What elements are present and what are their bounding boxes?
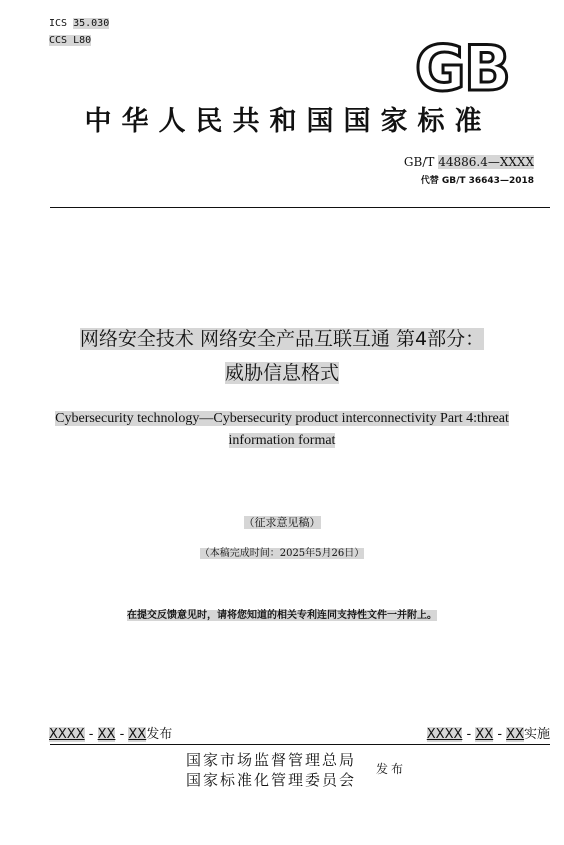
- impl-dash-2: -: [497, 727, 503, 742]
- chinese-title-line2: 威胁信息格式: [224, 362, 339, 384]
- standard-code-prefix: GB/T: [403, 155, 435, 169]
- english-title-line1: Cybersecurity technology—Cybersecurity product interconnectivity Part 4:threat: [55, 411, 509, 426]
- impl-label: 实施: [523, 727, 550, 742]
- ics-classification: [49, 16, 109, 31]
- standard-code: [404, 154, 534, 170]
- patent-notice: [0, 608, 564, 624]
- replaces-standard: 代替 GB/T 36643—2018: [420, 176, 534, 186]
- english-title: [0, 408, 564, 452]
- header-divider: [50, 207, 550, 208]
- publisher-samr: 国家市场监督管理总局: [186, 751, 357, 769]
- issue-dash-1: -: [88, 727, 94, 742]
- issue-dash-2: -: [119, 727, 125, 742]
- impl-year: XXXX: [426, 727, 463, 742]
- standard-code-number: 44886.4—XXXX: [438, 155, 534, 169]
- gb-logo: [400, 40, 524, 96]
- footer-divider: [50, 744, 550, 745]
- chinese-title-line1: 网络安全技术 网络安全产品互联互通 第4部分：: [79, 328, 485, 350]
- ics-label: ICS: [49, 18, 68, 29]
- impl-month: XX: [475, 727, 494, 742]
- draft-status: [0, 515, 564, 531]
- national-standard-title: 中华人民共和国国家标准: [84, 106, 492, 137]
- ics-code: 35.030: [73, 18, 110, 29]
- completion-date: [0, 546, 564, 562]
- issue-month: XX: [97, 727, 116, 742]
- ccs-classification: [49, 33, 91, 48]
- implementation-date: [427, 726, 550, 744]
- issue-year: XXXX: [49, 727, 85, 742]
- draft-label: （征求意见稿）: [243, 516, 321, 529]
- impl-dash-1: -: [466, 727, 472, 742]
- publishers: [186, 750, 356, 790]
- issue-day: XX: [128, 727, 147, 742]
- publisher-sac: 国家标准化管理委员会: [186, 771, 357, 789]
- chinese-title: [0, 322, 564, 390]
- publish-verb: 发布: [376, 762, 407, 776]
- english-title-line2: information format: [228, 433, 336, 448]
- gb-logo-text: GB: [414, 40, 510, 96]
- impl-day: XX: [506, 727, 524, 742]
- feedback-notice: 在提交反馈意见时，请将您知道的相关专利连同支持性文件一并附上。: [127, 610, 437, 621]
- issue-date: [49, 726, 172, 744]
- completion-note: （本稿完成时间：2025年5月26日）: [199, 548, 365, 559]
- ccs-code: CCS L80: [49, 35, 92, 46]
- issue-label: 发布: [146, 727, 173, 742]
